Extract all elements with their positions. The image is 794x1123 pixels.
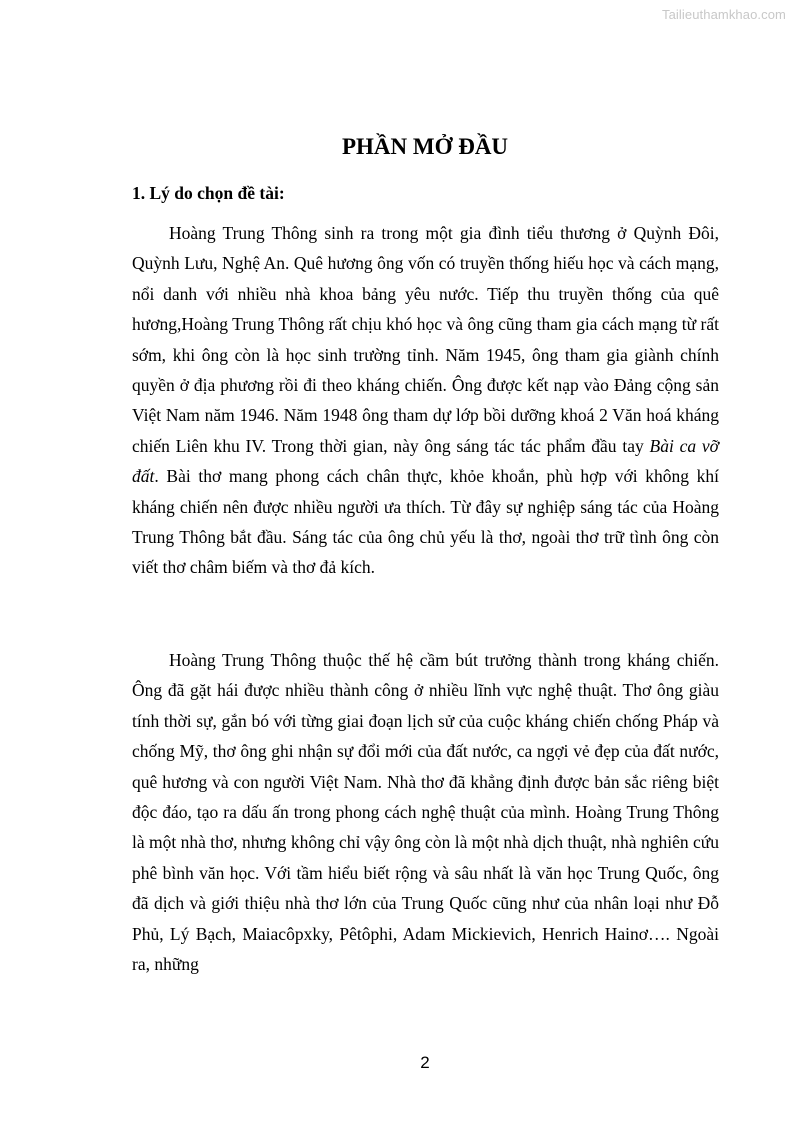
- paragraph-1: [132, 218, 719, 583]
- paragraph-2-text: Hoàng Trung Thông thuộc thế hệ cầm bút trưởng thành trong kháng chiến. Ông đã gặt hái được nhiều thành công ở nhiều lĩnh vực nghệ thuật. Thơ ông giàu tính thời sự, gắn bó với từng giai đoạn lịch sử của cuộc kháng chiến chống Pháp và chống Mỹ, thơ ông ghi nhận sự đổi mới của đất nước, ca ngợi vẻ đẹp của đất nước, quê hương và con người Việt Nam. Nhà thơ đã khẳng định được bản sắc riêng biệt độc đáo, tạo ra dấu ấn trong phong cách nghệ thuật của mình. Hoàng Trung Thông là một nhà thơ, nhưng không chỉ vậy ông còn là một nhà dịch thuật, nhà nghiên cứu phê bình văn học. Với tầm hiểu biết rộng và sâu nhất là văn học Trung Quốc, ông đã dịch và giới thiệu nhà thơ lớn của Trung Quốc cũng như của nhân loại như Đỗ Phủ, Lý Bạch, Maiacôpxky, Pêtôphi, Adam Mickievich, Henrich Hainơ…. Ngoài ra, những: [132, 650, 719, 975]
- work-title-italic: Bài ca vỡ đất: [132, 435, 719, 487]
- page-number: 2: [420, 1053, 430, 1072]
- paragraph-1-text: [132, 218, 719, 583]
- paragraph-2: [132, 645, 719, 979]
- paragraph-1-text-end: . Bài thơ mang phong cách chân thực, khỏe khoắn, phù hợp với không khí kháng chiến nên được nhiều người ưa thích. Từ đây sự nghiệp sáng tác của Hoàng Trung Thông bắt đầu. Sáng tác của ông chủ yếu là thơ, ngoài thơ trữ tình ông còn viết thơ châm biếm và thơ đả kích.: [132, 466, 719, 578]
- page-title: PHẦN MỞ ĐẦU: [341, 134, 509, 159]
- watermark: Tailieuthamkhao.com: [661, 7, 786, 22]
- paragraph-1-text-start: Hoàng Trung Thông sinh ra trong một gia đình tiểu thương ở Quỳnh Đôi, Quỳnh Lưu, Nghệ An. Quê hương ông vốn có truyền thống hiếu học và cách mạng, nổi danh với nhiều nhà khoa bảng yêu nước. Tiếp thu truyền thống của quê hương,Hoàng Trung Thông rất chịu khó học và ông cũng tham gia cách mạng từ rất sớm, khi ông còn là học sinh trường tỉnh. Năm 1945, ông tham gia giành chính quyền ở địa phương rồi đi theo kháng chiến. Ông được kết nạp vào Đảng cộng sản Việt Nam năm 1946. Năm 1948 ông tham dự lớp bồi dưỡng khoá 2 Văn hoá kháng chiến Liên khu IV. Trong thời gian, này ông sáng tác tác phẩm đầu tay: [132, 223, 719, 456]
- section-heading: 1. Lý do chọn đề tài:: [132, 183, 285, 203]
